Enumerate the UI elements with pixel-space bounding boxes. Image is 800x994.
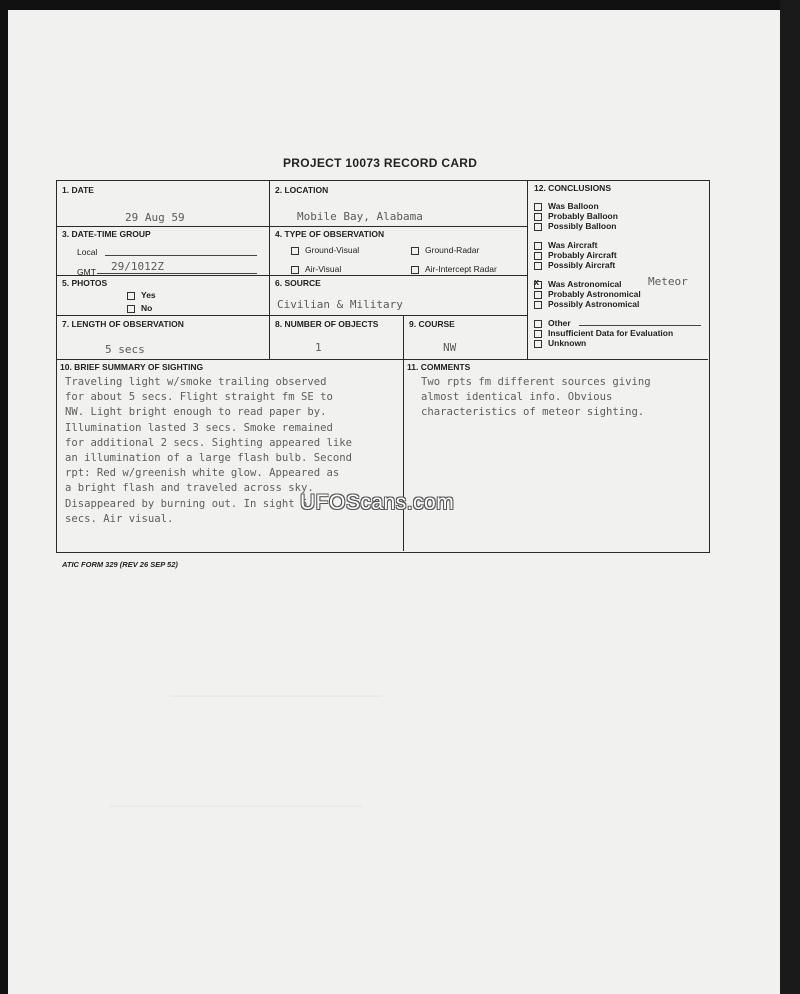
photos-label: 5. PHOTOS [62,278,108,288]
ground-radar-option: Ground-Radar [411,245,479,255]
ground-visual-option: Ground-Visual [291,245,359,255]
air-visual-option: Air-Visual [291,264,341,274]
checkbox-icon [534,203,542,211]
comments-text: Two rpts fm different sources giving almost identical info. Obvious characteristics of meteor sighting. [421,376,651,419]
source-value: Civilian & Military [277,298,403,311]
conclusion-possibly-aircraft: Possibly Aircraft [534,260,615,270]
conclusion-unknown: Unknown [534,338,586,348]
photos-no-option: No [127,303,152,313]
objects-label: 8. NUMBER OF OBJECTS [275,319,379,329]
checkbox-icon [534,330,542,338]
checkbox-icon [534,242,542,250]
conclusion-possibly-astronomical: Possibly Astronomical [534,299,639,309]
checkbox-icon [411,266,419,274]
date-value: 29 Aug 59 [125,211,185,224]
checkbox-icon [534,340,542,348]
course-value: NW [443,341,457,354]
checked-box-icon: x [534,281,542,289]
checkbox-icon [534,291,542,299]
checkbox-icon [534,320,542,328]
conclusion-insufficient-data: Insufficient Data for Evaluation [534,328,673,338]
checkbox-icon [411,247,419,255]
conclusion-was-aircraft: Was Aircraft [534,240,597,250]
checkbox-icon [127,292,135,300]
conclusion-was-balloon: Was Balloon [534,201,599,211]
date-label: 1. DATE [62,185,94,195]
checkbox-icon [534,223,542,231]
conclusion-probably-aircraft: Probably Aircraft [534,250,617,260]
gmt-label: GMT [77,267,96,277]
conclusion-probably-astronomical: Probably Astronomical [534,289,641,299]
location-value: Mobile Bay, Alabama [297,210,423,223]
location-label: 2. LOCATION [275,185,329,195]
astronomical-note: Meteor [648,275,688,288]
watermark: UFOScans.com [300,491,455,514]
summary-label: 10. BRIEF SUMMARY OF SIGHTING [60,362,204,372]
form-number: ATIC FORM 329 (REV 26 SEP 52) [62,560,178,569]
conclusions-label: 12. CONCLUSIONS [534,183,611,193]
checkbox-icon [534,213,542,221]
length-value: 5 secs [105,343,145,356]
objects-value: 1 [315,341,322,354]
course-label: 9. COURSE [409,319,455,329]
card-title: PROJECT 10073 RECORD CARD [283,156,478,170]
summary-text: Traveling light w/smoke trailing observed for about 5 secs. Flight straight fm SE to NW. Light bright enough to read paper by. Illumination lasted 3 secs. Smoke remained for additional 2 secs. Sighting appeared like an illumination of a large flash bulb. Second rpt: Red w/greenish white glow. Appeared as a bright flash and traveled across sky. Disappeared by burning out. In sight 5 secs. Air visual. [65,376,353,525]
local-label: Local [77,247,98,257]
type-label: 4. TYPE OF OBSERVATION [275,229,385,239]
comments-label: 11. COMMENTS [407,362,471,372]
scan-edge [780,0,800,994]
length-label: 7. LENGTH OF OBSERVATION [62,319,184,329]
bleed-through-text: ────────────────────────────────────── [110,800,362,813]
conclusion-was-astronomical: x Was Astronomical [534,276,622,289]
photos-yes-option: Yes [127,290,156,300]
checkbox-icon [534,301,542,309]
conclusion-other: Other [534,318,571,328]
bleed-through-text: ──────────────────────────────── [170,690,382,703]
checkbox-icon [534,262,542,270]
conclusion-probably-balloon: Probably Balloon [534,211,618,221]
checkbox-icon [127,305,135,313]
checkbox-icon [291,266,299,274]
checkbox-icon [534,252,542,260]
gmt-value: 29/1012Z [111,260,164,273]
air-intercept-option: Air-Intercept Radar [411,264,497,274]
checkbox-icon [291,247,299,255]
source-label: 6. SOURCE [275,278,321,288]
dtg-label: 3. DATE-TIME GROUP [62,229,151,239]
conclusion-possibly-balloon: Possibly Balloon [534,221,617,231]
